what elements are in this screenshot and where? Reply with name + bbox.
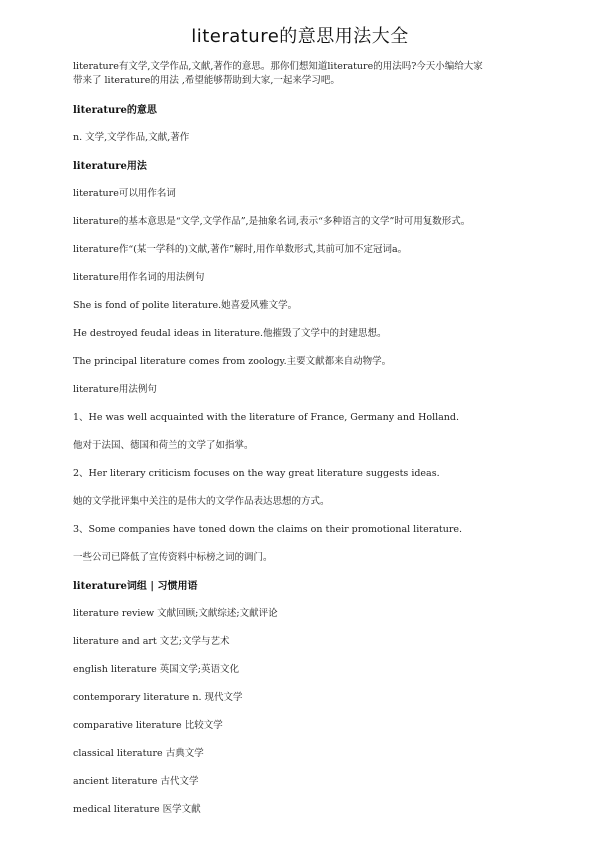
example-translation: 他对于法国、德国和荷兰的文学了如指掌。 [73,440,254,451]
usage-line: literature可以用作名词 [73,188,176,199]
intro-line-1: literature有文学,文学作品,文献,著作的意思。那你们想知道literature的用法吗?今天小编给大家 [73,61,483,72]
example-translation: 她的文学批评集中关注的是伟大的文学作品表达思想的方式。 [73,496,330,507]
phrases-heading: literature词组 | 习惯用语 [73,581,198,592]
phrase-item: literature and art 文艺;文学与艺术 [73,636,230,647]
example-sentence: 1、He was well acquainted with the literature of France, Germany and Holland. [73,412,460,423]
example-sentence: The principal literature comes from zoology.主要文献都来自动物学。 [73,356,392,367]
phrase-item: contemporary literature n. 现代文学 [73,692,243,703]
example-sentence: He destroyed feudal ideas in literature.他摧毁了文学中的封建思想。 [73,328,387,339]
usage-heading: literature用法 [73,161,147,172]
phrase-item: literature review 文献回顾;文献综述;文献评论 [73,608,278,619]
phrase-item: english literature 英国文学;英语文化 [73,664,239,675]
phrase-item: ancient literature 古代文学 [73,776,199,787]
meaning-heading: literature的意思 [73,105,157,116]
usage-line: literature作“(某一学科的)文献,著作”解时,用作单数形式,其前可加不定冠词a。 [73,244,408,255]
intro-line-2: 带来了 literature的用法 ,希望能够帮助到大家,一起来学习吧。 [73,75,340,86]
phrase-item: classical literature 古典文学 [73,748,204,759]
meaning-text: n. 文学,文学作品,文献,著作 [73,132,190,143]
usage-line: literature的基本意思是“文学,文学作品”,是抽象名词,表示“多种语言的文学”时可用复数形式。 [73,216,471,227]
page-title: literature的意思用法大全 [191,26,409,47]
usage-line: literature用法例句 [73,384,157,395]
example-translation: 一些公司已降低了宣传资料中标榜之词的调门。 [73,552,273,563]
usage-line: literature用作名词的用法例句 [73,272,205,283]
example-sentence: 3、Some companies have toned down the claims on their promotional literature. [73,524,463,535]
phrase-item: medical literature 医学文献 [73,804,201,815]
example-sentence: 2、Her literary criticism focuses on the way great literature suggests ideas. [73,468,440,479]
phrase-item: comparative literature 比较文学 [73,720,223,731]
example-sentence: She is fond of polite literature.她喜爱风雅文学。 [73,300,298,311]
intro-paragraph [73,60,553,88]
